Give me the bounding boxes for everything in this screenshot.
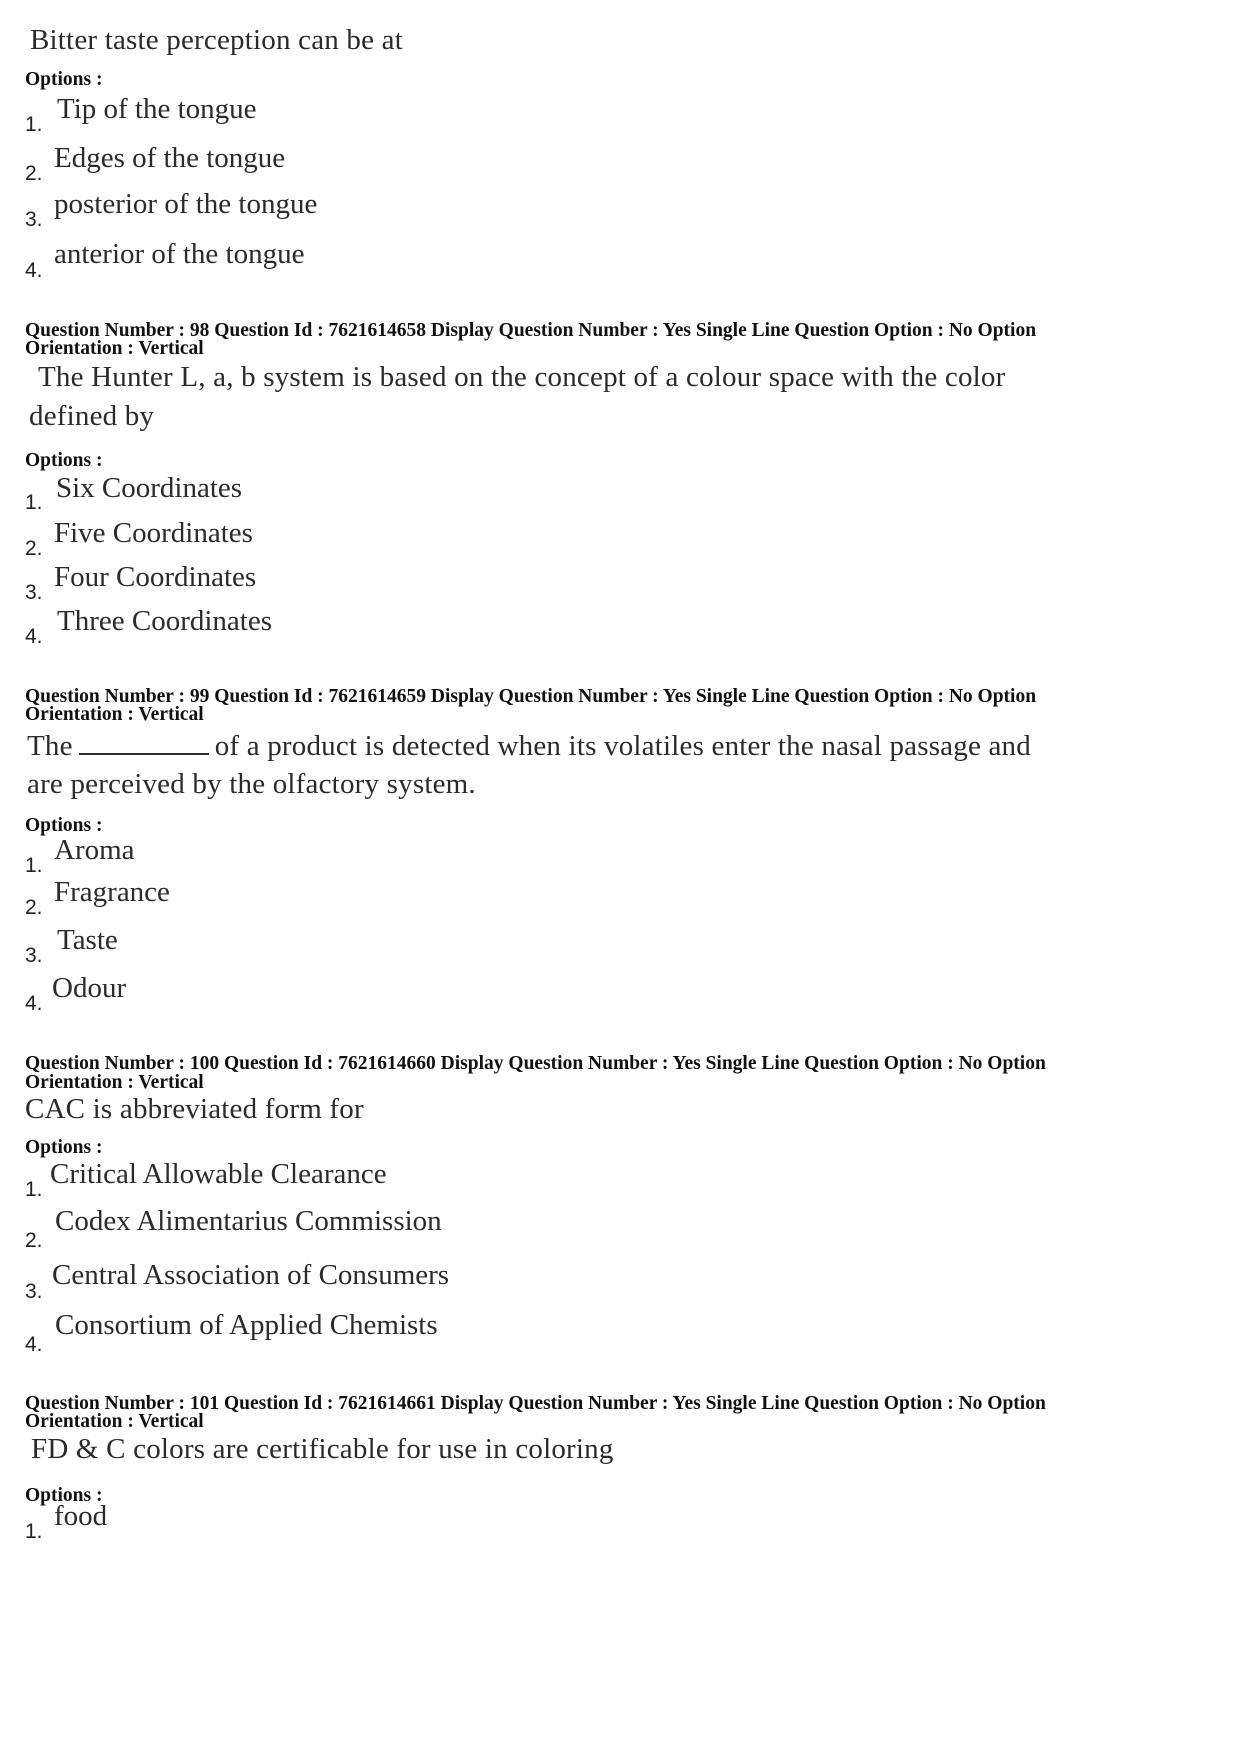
fill-in-blank (79, 729, 209, 755)
options-label: Options : (25, 815, 103, 836)
question-meta: Question Number : 99 Question Id : 7621614659 Display Question Number : Yes Single Line Question Option : No Option (25, 686, 1037, 707)
option-number: 1. (25, 491, 43, 514)
question-text: FD & C colors are certificable for use in coloring (31, 1433, 614, 1465)
question-text (27, 729, 1031, 763)
question-text: The Hunter L, a, b system is based on the concept of a colour space with the color (38, 361, 1006, 393)
option-number: 2. (25, 1229, 43, 1252)
question-meta-orientation: Orientation : Vertical (25, 1411, 204, 1432)
question-text: Bitter taste perception can be at (30, 24, 403, 56)
option-number: 2. (25, 162, 43, 185)
question-meta: Question Number : 101 Question Id : 7621614661 Display Question Number : Yes Single Line Question Option : No Option (25, 1393, 1046, 1414)
option-text: Critical Allowable Clearance (50, 1158, 387, 1190)
option-number: 1. (25, 1178, 43, 1201)
option-text: food (54, 1500, 108, 1532)
option-text: Tip of the tongue (57, 93, 257, 125)
option-text: Consortium of Applied Chemists (55, 1309, 438, 1341)
option-text: Edges of the tongue (54, 142, 286, 174)
option-number: 1. (25, 113, 43, 136)
option-number: 1. (25, 854, 43, 877)
option-text: Four Coordinates (54, 561, 257, 593)
options-label: Options : (25, 1137, 103, 1158)
option-number: 2. (25, 896, 43, 919)
question-text: are perceived by the olfactory system. (27, 768, 476, 800)
question-text-part: of a product is detected when its volatiles enter the nasal passage and (214, 730, 1031, 762)
option-number: 3. (25, 581, 43, 604)
option-number: 4. (25, 992, 43, 1015)
option-number: 4. (25, 625, 43, 648)
question-meta: Question Number : 100 Question Id : 7621614660 Display Question Number : Yes Single Line Question Option : No Option (25, 1053, 1046, 1074)
option-text: Five Coordinates (54, 517, 253, 549)
question-meta-orientation: Orientation : Vertical (25, 338, 204, 359)
option-text: Six Coordinates (56, 472, 243, 504)
question-meta: Question Number : 98 Question Id : 7621614658 Display Question Number : Yes Single Line Question Option : No Option (25, 320, 1037, 341)
option-number: 4. (25, 1333, 43, 1356)
option-text: Central Association of Consumers (52, 1259, 450, 1291)
options-label: Options : (25, 450, 103, 471)
question-meta-orientation: Orientation : Vertical (25, 704, 204, 725)
question-text-part: The (27, 730, 73, 762)
options-label: Options : (25, 69, 103, 90)
option-number: 3. (25, 944, 43, 967)
option-text: anterior of the tongue (54, 238, 305, 270)
option-number: 4. (25, 259, 43, 282)
option-number: 2. (25, 537, 43, 560)
option-number: 3. (25, 1280, 43, 1303)
option-text: Aroma (54, 834, 135, 866)
option-text: Taste (57, 924, 118, 956)
question-text: CAC is abbreviated form for (25, 1093, 364, 1125)
question-text: defined by (29, 400, 155, 432)
option-text: Codex Alimentarius Commission (55, 1205, 442, 1237)
option-number: 1. (25, 1520, 43, 1543)
question-meta-orientation: Orientation : Vertical (25, 1072, 204, 1093)
option-text: Three Coordinates (57, 605, 273, 637)
option-text: posterior of the tongue (54, 188, 318, 220)
option-text: Fragrance (54, 876, 170, 908)
option-text: Odour (52, 972, 127, 1004)
option-number: 3. (25, 208, 43, 231)
options-label: Options : (25, 1485, 103, 1506)
